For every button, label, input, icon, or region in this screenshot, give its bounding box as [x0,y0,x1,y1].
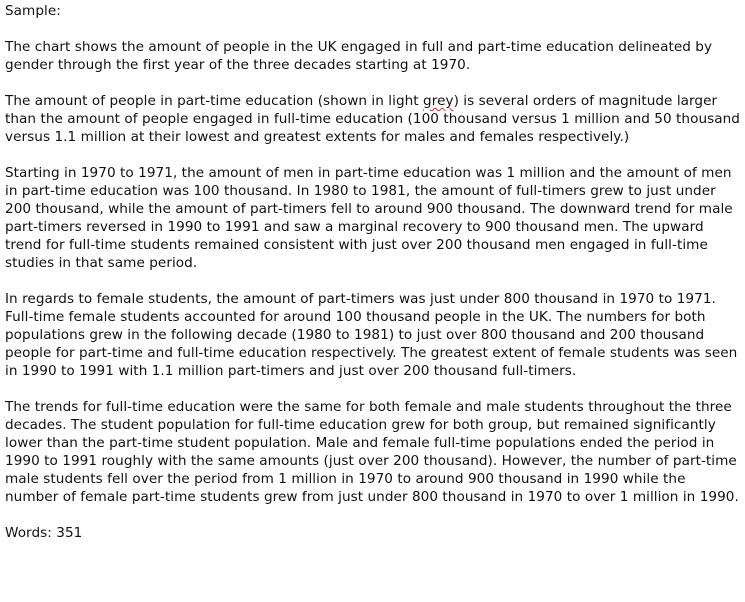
paragraph-female-students: In regards to female students, the amount of part-timers was just under 800 thousand in 1970 to 1971. Full-time female students accounted for around 100 thousand people in the UK. The numbers for both populations grew in the following decade (1980 to 1981) to just over 800 thousand and 200 thousand people for part-time and full-time education respectively. The greatest extent of female students was seen in 1990 to 1991 with 1.1 million part-timers and just over 200 thousand full-timers. [5,291,738,379]
paragraph-comparison: The trends for full-time education were the same for both female and male students throughout the three decades. The student population for full-time education grew for both group, but remained significantly lower than the part-time student population. Male and female full-time populations ended the period in 1990 to 1991 roughly with the same amounts (just over 200 thousand). However, the number of part-time male students fell over the period from 1 million in 1970 to around 900 thousand in 1990 while the number of female part-time students grew from just under 800 thousand in 1970 to over 1 million in 1990. [5,399,739,505]
word-count: Words: 351 [5,525,83,541]
paragraph-overview-text-start: The amount of people in part-time education (shown in light [5,93,424,109]
paragraph-overview [5,92,741,146]
sample-heading: Sample: [5,3,61,19]
paragraph-male-students: Starting in 1970 to 1971, the amount of men in part-time education was 1 million and the amount of men in part-time education was 100 thousand. In 1980 to 1981, the amount of full-timers grew to just under 200 thousand, while the amount of part-timers fell to around 900 thousand. The downward trend for male part-timers reversed in 1990 to 1991 and saw a marginal recovery to 900 thousand men. The upward trend for full-time students remained consistent with just over 200 thousand men engaged in full-time studies in that same period. [5,165,733,271]
spellcheck-flagged-word[interactable]: grey [423,93,454,109]
document-body [5,2,741,542]
paragraph-intro: The chart shows the amount of people in the UK engaged in full and part-time education delineated by gender through the first year of the three decades starting at 1970. [5,39,713,73]
paragraph-overview-text-end: ) is several orders of magnitude larger than the amount of people engaged in full-time education (100 thousand versus 1 million and 50 thousand versus 1.1 million at their lowest and greatest extents for males and females respectively.) [5,93,740,145]
